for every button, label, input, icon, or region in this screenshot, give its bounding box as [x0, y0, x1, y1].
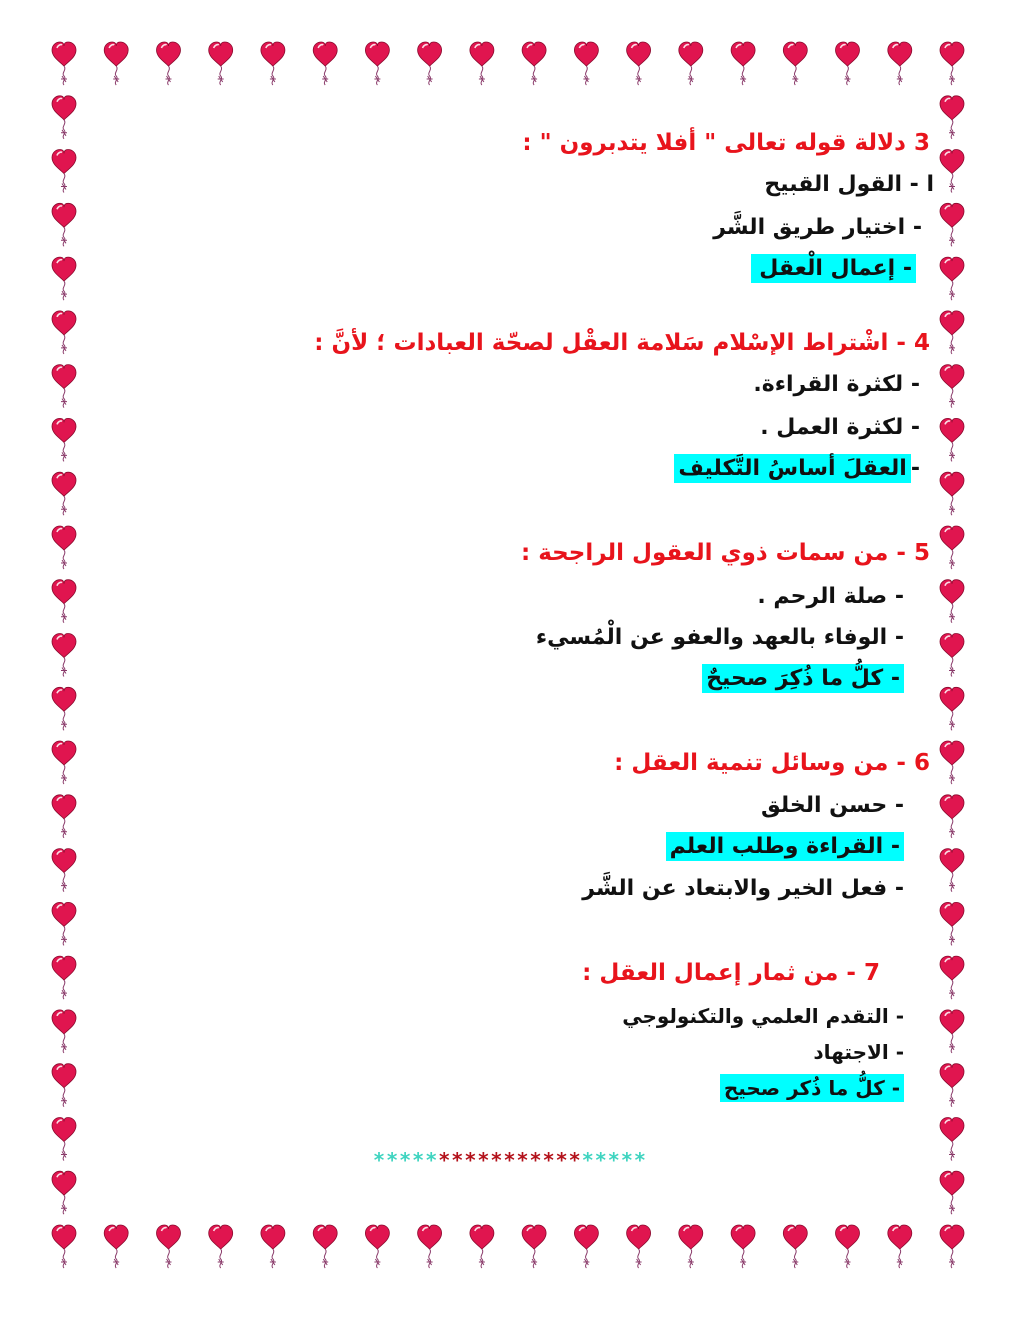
question-6-option-c: - فعل الخير والابتعاد عن الشَّر [582, 876, 904, 901]
answer-highlight: - كلُّ ما ذُكر صحيح [720, 1074, 904, 1102]
question-4-option-a: - لكثرة القراءة. [753, 372, 920, 397]
question-3-title: 3 دلالة قوله تعالى " أفلا يتدبرون " : [522, 130, 930, 156]
question-4-title: 4 - اشْتراط الإسْلام سَلامة العقْل لصحّة العبادات ؛ لأنَّ : [314, 330, 930, 356]
question-5-option-a: - صلة الرحم . [757, 584, 904, 609]
stars-right: ***** [581, 1148, 647, 1172]
question-7-option-a: - التقدم العلمي والتكنولوجي [622, 1004, 904, 1028]
question-3-option-b: - اختيار طريق الشَّر [713, 215, 922, 240]
stars-middle: *********** [438, 1148, 582, 1172]
answer-highlight: - كلُّ ما ذُكِرَ صحيحٌ [702, 664, 904, 693]
question-5-option-b: - الوفاء بالعهد والعفو عن الْمُسيء [535, 625, 904, 650]
stars-left: ***** [373, 1148, 439, 1172]
star-divider [0, 1148, 1020, 1172]
question-7-option-c [720, 1076, 904, 1100]
question-5-option-c [702, 666, 904, 691]
question-6-title: 6 - من وسائل تنمية العقل : [614, 750, 930, 776]
question-6-option-a: - حسن الخلق [761, 793, 904, 818]
question-3-option-a: ا - القول القبيح [764, 172, 934, 197]
question-6-option-b [666, 834, 904, 859]
answer-highlight: - إعمال الْعقل [751, 254, 916, 283]
question-4-option-b: - لكثرة العمل . [760, 415, 920, 440]
option-dash: - [910, 456, 920, 481]
question-4-option-c [674, 456, 920, 481]
question-7-title: 7 - من ثمار إعمال العقل : [582, 960, 880, 986]
question-7-option-b: - الاجتهاد [813, 1040, 904, 1064]
answer-highlight: العقلَ أساسُ التَّكليف [674, 454, 911, 483]
question-5-title: 5 - من سمات ذوي العقول الراجحة : [521, 540, 930, 566]
answer-highlight: - القراءة وطلب العلم [666, 832, 904, 861]
question-3-option-c [751, 256, 916, 281]
